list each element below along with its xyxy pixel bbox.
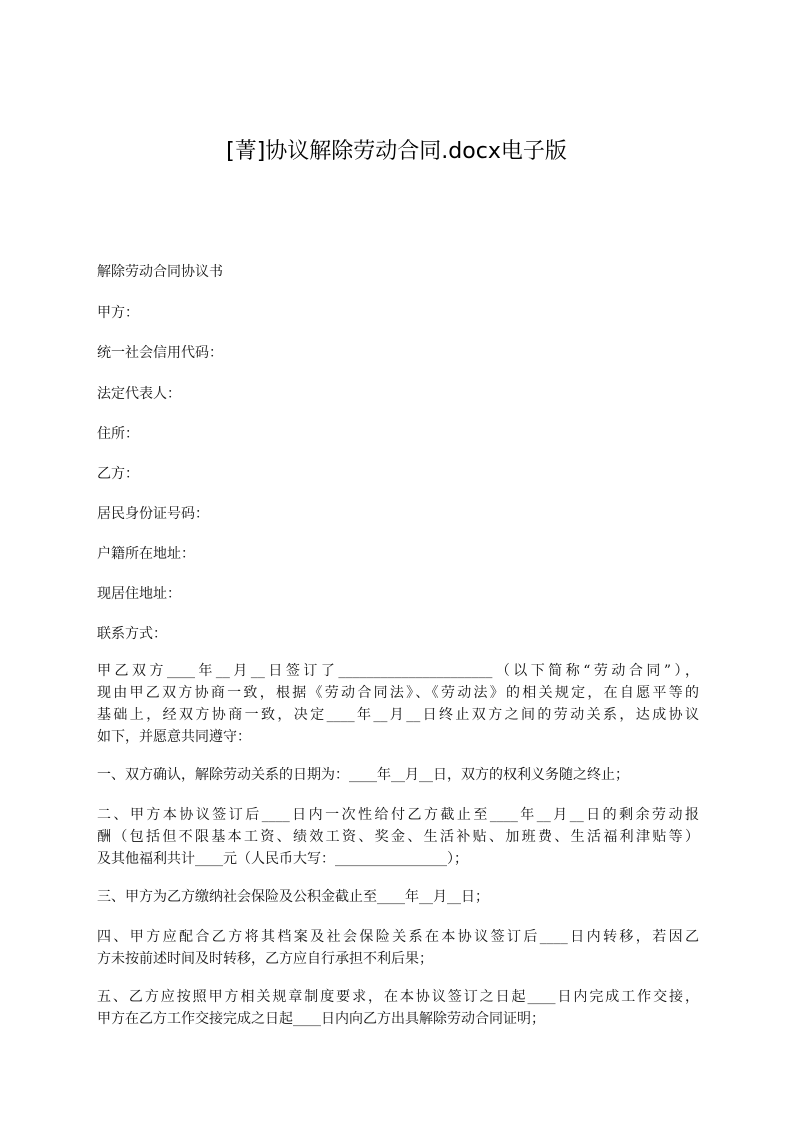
clause-5 [97,986,699,1030]
intro-line: 基础上，经双方协商一致，决定____年__月__日终止双方之间的劳动关系，达成协议 [97,707,699,723]
document-title: [菁]协议解除劳动合同.docx电子版 [226,139,567,164]
clause-line: 方未按前述时间及时转移，乙方应自行承担不利后果； [97,951,433,967]
contact-label: 联系方式： [97,626,167,642]
clause-line: 二、甲方本协议签订后____日内一次性给付乙方截止至____年__月__日的剩余劳动报 [97,807,699,823]
current-address-label: 现居住地址： [97,586,181,602]
clause-line: 三、甲方为乙方缴纳社会保险及公积金截止至____年__月__日； [97,889,489,905]
intro-line: 现由甲乙双方协商一致，根据《劳动合同法》、《劳动法》的相关规定，在自愿平等的 [97,685,699,701]
clause-3 [97,886,699,908]
clause-line: 四、甲方应配合乙方将其档案及社会保险关系在本协议签订后____日内转移，若因乙 [97,929,699,945]
household-address-label: 户籍所在地址： [97,546,195,562]
clause-2 [97,804,699,870]
clause-line: 一、双方确认，解除劳动关系的日期为：____年__月__日，双方的权利义务随之终止； [97,767,629,783]
credit-code-label: 统一社会信用代码： [97,345,223,361]
clause-line: 及其他福利共计____元（人民币大写：________________）； [97,851,468,867]
intro-paragraph [97,660,699,748]
clause-1 [97,764,699,786]
clause-line: 酬（包括但不限基本工资、绩效工资、奖金、生活补贴、加班费、生活福利津贴等） [97,829,699,845]
clause-line: 甲方在乙方工作交接完成之日起____日内向乙方出具解除劳动合同证明； [97,1011,545,1027]
legal-representative-label: 法定代表人： [97,386,181,402]
id-number-label: 居民身份证号码： [97,506,209,522]
intro-line: 如下，并愿意共同遵守： [97,729,251,745]
party-a-label: 甲方： [97,305,139,321]
agreement-heading: 解除劳动合同协议书 [97,264,223,280]
address-label: 住所： [97,426,139,442]
clause-4 [97,926,699,970]
clause-line: 五、乙方应按照甲方相关规章制度要求，在本协议签订之日起____日内完成工作交接， [97,989,699,1005]
party-b-label: 乙方： [97,466,139,482]
intro-line: 甲乙双方____年__月__日签订了______________________（以下简称“劳动合同”）， [97,663,699,679]
